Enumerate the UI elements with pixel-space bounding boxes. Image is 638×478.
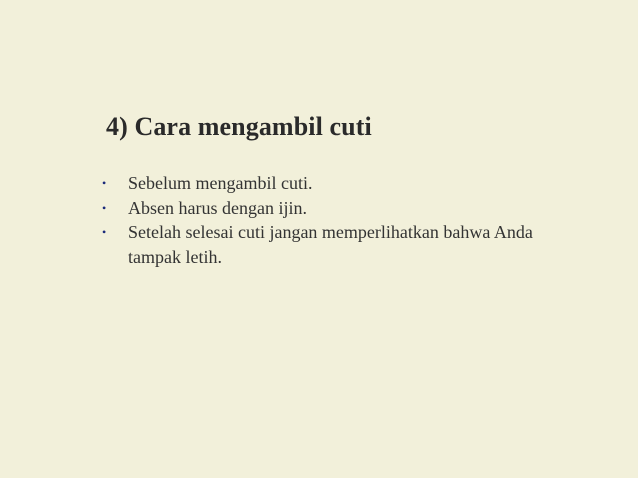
bullet-text: Sebelum mengambil cuti. [128,173,313,193]
bullet-list [102,171,582,269]
bullet-icon: • [102,176,107,190]
bullet-icon: • [102,225,107,239]
bullet-text: Absen harus dengan ijin. [128,197,307,218]
list-item [102,171,582,196]
bullet-text: Setelah selesai cuti jangan memperlihatkan bahwa Anda tampak letih. [128,222,533,267]
slide-title: 4) Cara mengambil cuti [106,112,372,141]
bullet-icon: • [102,200,107,215]
list-item [102,196,582,221]
list-item [102,220,582,269]
